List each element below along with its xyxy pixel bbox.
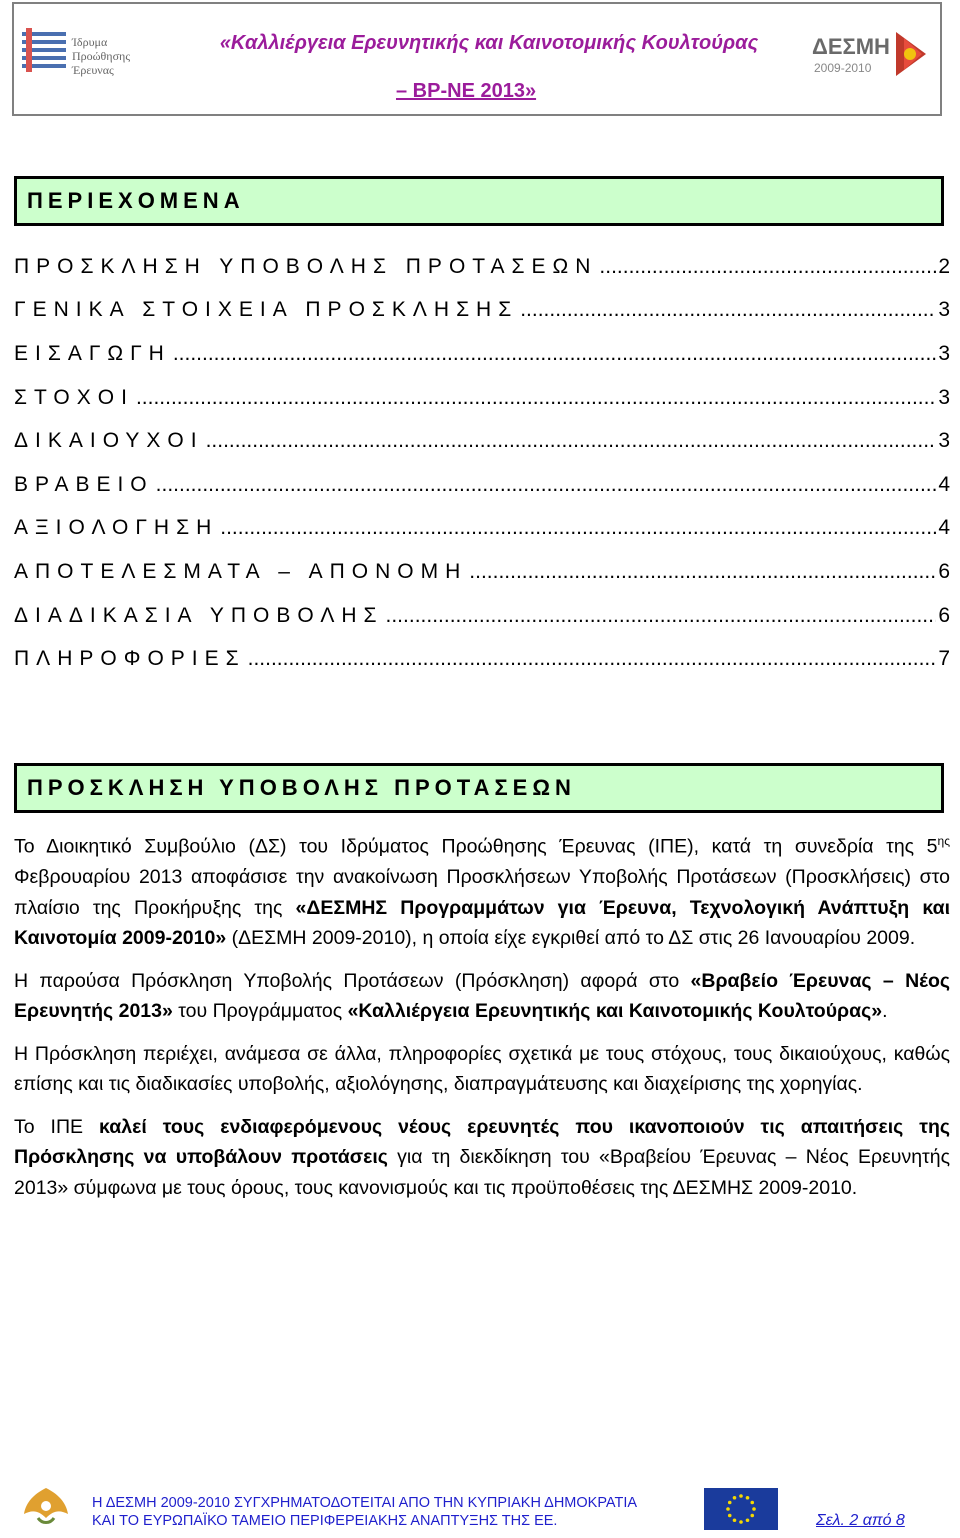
toc-item-page: 4 — [938, 516, 950, 540]
toc-item-title: ΔΙΚΑΙΟΥΧΟΙ — [14, 429, 204, 453]
toc-item-page: 3 — [938, 429, 950, 453]
eu-star — [733, 1518, 737, 1522]
p1-text-c: (ΔΕΣΜΗ 2009-2010), η οποία είχε εγκριθεί από το ΔΣ στις 26 Ιανουαρίου 2009. — [226, 927, 916, 949]
cyprus-emblem-icon — [16, 1484, 76, 1532]
toc-item[interactable] — [14, 376, 950, 420]
p4-text-a: Το ΙΠΕ — [14, 1115, 100, 1138]
toc-item-title: ΣΤΟΧΟΙ — [14, 385, 134, 409]
p2-bold-1: «Βραβείο Έρευνας – Νέος Ερευνητής 2013» — [14, 969, 950, 1022]
toc-item-page: 3 — [938, 298, 950, 322]
toc-item-title: ΔΙΑΔΙΚΑΣΙΑ ΥΠΟΒΟΛΗΣ — [14, 603, 384, 627]
eu-star — [746, 1518, 750, 1522]
p4-bold: καλεί τους ενδιαφερόμενους νέους ερευνητές που ικανοποιούν τις απαιτήσεις της Πρόσκλησης να υποβάλουν προτάσεις — [14, 1115, 950, 1168]
toc-item-leader — [136, 386, 936, 410]
section-body — [14, 826, 950, 1215]
p2-text-c: . — [882, 1000, 888, 1022]
page-number: Σελ. 2 από 8 — [816, 1512, 905, 1529]
eu-star — [739, 1494, 743, 1498]
toc-item-page: 6 — [938, 603, 950, 627]
toc-item[interactable] — [14, 332, 950, 376]
p1-text-a: Το Διοικητικό Συμβούλιο (ΔΣ) του Ιδρύματος Προώθησης Έρευνας (ΙΠΕ), κατά τη συνεδρία της 5 — [14, 835, 938, 858]
eu-star — [750, 1501, 754, 1505]
paragraph-4 — [14, 1112, 950, 1204]
p2-bold-2: «Καλλιέργεια Ερευνητικής και Καινοτομικής Κουλτούρας» — [347, 1000, 883, 1022]
toc-item[interactable] — [14, 594, 950, 638]
footer-line-1: Η ΔΕΣΜΗ 2009-2010 ΣΥΓΧΡΗΜΑΤΟΔΟΤΕΙΤΑΙ ΑΠΟ ΤΗΝ ΚΥΠΡΙΑΚΗ ΔΗΜΟΚΡΑΤΙΑ — [92, 1495, 638, 1511]
page-footer — [12, 1482, 944, 1534]
toc-item-title: ΑΠΟΤΕΛΕΣΜΑΤΑ – ΑΠΟΝΟΜΗ — [14, 559, 468, 583]
toc-item-page: 3 — [938, 385, 950, 409]
toc-item-page: 7 — [938, 647, 950, 671]
toc-item-leader — [386, 604, 937, 628]
toc-item-leader — [520, 298, 936, 322]
toc-heading: ΠΕΡΙΕΧΟΜΕΝΑ — [14, 176, 944, 226]
p4-text-b: για τη διεκδίκηση του «Βραβείου Έρευνας – Νέος Ερευνητής 2013» σύμφωνα με τους όρους, τους κανονισμούς και τις προϋποθέσεις της ΔΕΣΜΗΣ 2009-2010. — [14, 1146, 950, 1199]
desmi-logo-text: ΔΕΣΜΗ — [812, 34, 890, 59]
eu-star — [746, 1496, 750, 1500]
paragraph-2 — [14, 966, 950, 1027]
toc-item-title: ΒΡΑΒΕΙΟ — [14, 472, 154, 496]
eu-star — [739, 1520, 743, 1524]
paragraph-1 — [14, 826, 950, 954]
toc-item-title: ΠΡΟΣΚΛΗΣΗ ΥΠΟΒΟΛΗΣ ΠΡΟΤΑΣΕΩΝ — [14, 254, 598, 278]
toc-item-title: ΠΛΗΡΟΦΟΡΙΕΣ — [14, 647, 246, 671]
toc-item-title: ΓΕΝΙΚΑ ΣΤΟΙΧΕΙΑ ΠΡΟΣΚΛΗΣΗΣ — [14, 298, 519, 322]
p2-text-a: Η παρούσα Πρόσκληση Υποβολής Προτάσεων (Πρόσκληση) αφορά στο — [14, 969, 691, 992]
toc-item-leader — [469, 560, 936, 584]
toc-item[interactable] — [14, 245, 950, 289]
p1-bold: «ΔΕΣΜΗΣ Προγραμμάτων για Έρευνα, Τεχνολογική Ανάπτυξη και Καινοτομία 2009-2010» — [14, 896, 950, 949]
desmi-logo-years: 2009-2010 — [814, 61, 872, 75]
toc-item[interactable] — [14, 507, 950, 551]
toc-item[interactable] — [14, 289, 950, 333]
toc-item-page: 3 — [938, 341, 950, 365]
toc-item[interactable] — [14, 550, 950, 594]
p1-text-b: Φεβρουαρίου 2013 αποφάσισε την ανακοίνωση Προσκλήσεων Υποβολής Προτάσεων (Προσκλήσεις) στο πλαίσιο της Προκήρυξης της — [14, 866, 950, 919]
section-heading: ΠΡΟΣΚΛΗΣΗ ΥΠΟΒΟΛΗΣ ΠΡΟΤΑΣΕΩΝ — [14, 763, 944, 813]
toc-item-leader — [156, 473, 937, 497]
toc-item-leader — [206, 429, 937, 453]
toc-item[interactable] — [14, 463, 950, 507]
footer-funding-text — [92, 1494, 637, 1530]
footer-line-2: ΚΑΙ ΤΟ ΕΥΡΩΠΑΪΚΟ ΤΑΜΕΙΟ ΠΕΡΙΦΕΡΕΙΑΚΗΣ ΑΝΑΠΤΥΞΗΣ ΤΗΣ ΕΕ. — [92, 1513, 558, 1529]
toc-item-title: ΑΞΙΟΛΟΓΗΣΗ — [14, 516, 219, 540]
p1-superscript: ης — [937, 834, 950, 848]
ipe-logo-text-1: Ίδρυμα — [72, 35, 108, 49]
p2-text-b: του Προγράμματος — [172, 1000, 348, 1022]
toc-item[interactable] — [14, 637, 950, 681]
eu-star — [752, 1507, 756, 1511]
eu-star — [726, 1507, 730, 1511]
eu-flag-icon — [704, 1488, 778, 1530]
header-title: «Καλλιέργεια Ερευνητικής και Καινοτομικής Κουλτούρας — [219, 32, 759, 54]
eu-star — [733, 1496, 737, 1500]
ipe-logo-text-3: Έρευνας — [72, 63, 114, 77]
paragraph-3: Η Πρόσκληση περιέχει, ανάμεσα σε άλλα, πληροφορίες σχετικά με τους στόχους, τους δικαιούχους, καθώς επίσης και τις διαδικασίες υποβολής, αξιολόγησης, διαπραγμάτευσης και διαχείρισης της χορηγίας. — [14, 1042, 950, 1095]
eu-star — [750, 1514, 754, 1518]
toc-item-leader — [220, 516, 936, 540]
toc-item-leader — [248, 647, 937, 671]
page-header — [12, 2, 942, 116]
header-subtitle: – ΒΡ-ΝΕ 2013» — [396, 80, 537, 102]
toc-item[interactable] — [14, 419, 950, 463]
toc-item-title: ΕΙΣΑΓΩΓΗ — [14, 341, 171, 365]
eu-star — [728, 1514, 732, 1518]
toc-item-page: 2 — [938, 254, 950, 278]
ipe-logo-text-2: Προώθησης — [72, 49, 131, 63]
toc-item-leader — [599, 255, 936, 279]
toc-item-page: 4 — [938, 472, 950, 496]
ipe-logo — [20, 24, 162, 84]
eu-star — [728, 1501, 732, 1505]
toc-item-page: 6 — [938, 559, 950, 583]
desmi-logo — [808, 24, 934, 86]
toc-item-leader — [173, 342, 936, 366]
table-of-contents — [14, 245, 950, 681]
